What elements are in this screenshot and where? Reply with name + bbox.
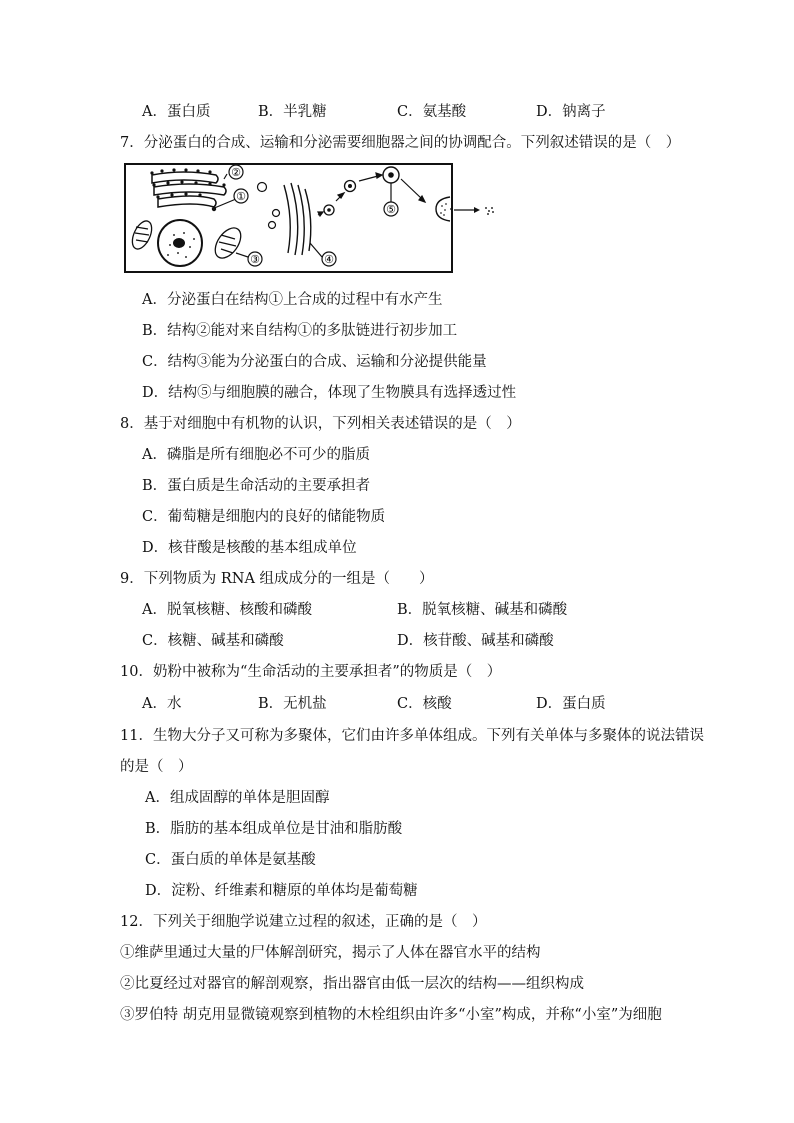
label-2: ②	[231, 166, 241, 179]
q11-stem-line1: 11．生物大分子又可称为多聚体，它们由许多单体组成。下列有关单体与多聚体的说法错误	[120, 728, 704, 744]
q12-item-2: ②比夏经过对器官的解剖观察，指出器官由低一层次的结构——组织构成	[120, 976, 584, 992]
label-5: ⑤	[386, 203, 396, 216]
q8-option-b: B．蛋白质是生命活动的主要承担者	[142, 478, 371, 494]
q12-item-3: ③罗伯特 胡克用显微镜观察到植物的木栓组织由许多“小室”构成，并称“小室”为细胞	[120, 1007, 662, 1023]
q11-stem-line2: 的是（ ）	[120, 759, 193, 775]
label-3: ③	[250, 253, 260, 266]
q7-option-b: B．结构②能对来自结构①的多肽链进行初步加工	[142, 323, 458, 339]
q6-option-a: A．蛋白质	[142, 104, 211, 120]
q10-stem: 10．奶粉中被称为“生命活动的主要承担者”的物质是（ ）	[120, 664, 502, 680]
q9-option-a: A．脱氧核糖、核酸和磷酸	[142, 602, 312, 618]
q8-stem: 8．基于对细胞中有机物的认识，下列相关表述错误的是（ ）	[120, 416, 521, 432]
q9-stem: 9．下列物质为 RNA 组成成分的一组是（ ）	[120, 571, 434, 587]
secretory-protein-diagram	[124, 163, 453, 273]
q10-option-c: C．核酸	[397, 696, 452, 712]
label-4: ④	[324, 253, 334, 266]
q8-option-c: C．葡萄糖是细胞内的良好的储能物质	[142, 509, 386, 525]
q11-option-a: A．组成固醇的单体是胆固醇	[145, 790, 330, 806]
q8-option-d: D．核苷酸是核酸的基本组成单位	[142, 540, 357, 556]
q9-option-b: B．脱氧核糖、碱基和磷酸	[397, 602, 568, 618]
q12-item-1: ①维萨里通过大量的尸体解剖研究，揭示了人体在器官水平的结构	[120, 945, 541, 961]
q9-option-d: D．核苷酸、碱基和磷酸	[397, 633, 554, 649]
q8-option-a: A．磷脂是所有细胞必不可少的脂质	[142, 447, 370, 463]
secretion-arrow	[452, 200, 502, 220]
q11-option-b: B．脂肪的基本组成单位是甘油和脂肪酸	[145, 821, 403, 837]
q10-option-b: B．无机盐	[258, 696, 327, 712]
q11-option-d: D．淀粉、纤维素和糖原的单体均是葡萄糖	[145, 883, 418, 899]
q6-option-d: D．钠离子	[536, 104, 606, 120]
q7-option-a: A．分泌蛋白在结构①上合成的过程中有水产生	[142, 292, 443, 308]
q9-option-c: C．核糖、碱基和磷酸	[142, 633, 284, 649]
q6-option-c: C．氨基酸	[397, 104, 467, 120]
q7-option-d: D．结构⑤与细胞膜的融合，体现了生物膜具有选择透过性	[142, 385, 517, 401]
q11-option-c: C．蛋白质的单体是氨基酸	[145, 852, 316, 868]
q7-stem: 7．分泌蛋白的合成、运输和分泌需要细胞器之间的协调配合。下列叙述错误的是（ ）	[120, 135, 681, 151]
q10-option-a: A．水	[142, 696, 182, 712]
q12-stem: 12．下列关于细胞学说建立过程的叙述，正确的是（ ）	[120, 914, 487, 930]
q6-option-b: B．半乳糖	[258, 104, 327, 120]
q7-option-c: C．结构③能为分泌蛋白的合成、运输和分泌提供能量	[142, 354, 487, 370]
q10-option-d: D．蛋白质	[536, 696, 606, 712]
label-1: ①	[236, 190, 246, 203]
